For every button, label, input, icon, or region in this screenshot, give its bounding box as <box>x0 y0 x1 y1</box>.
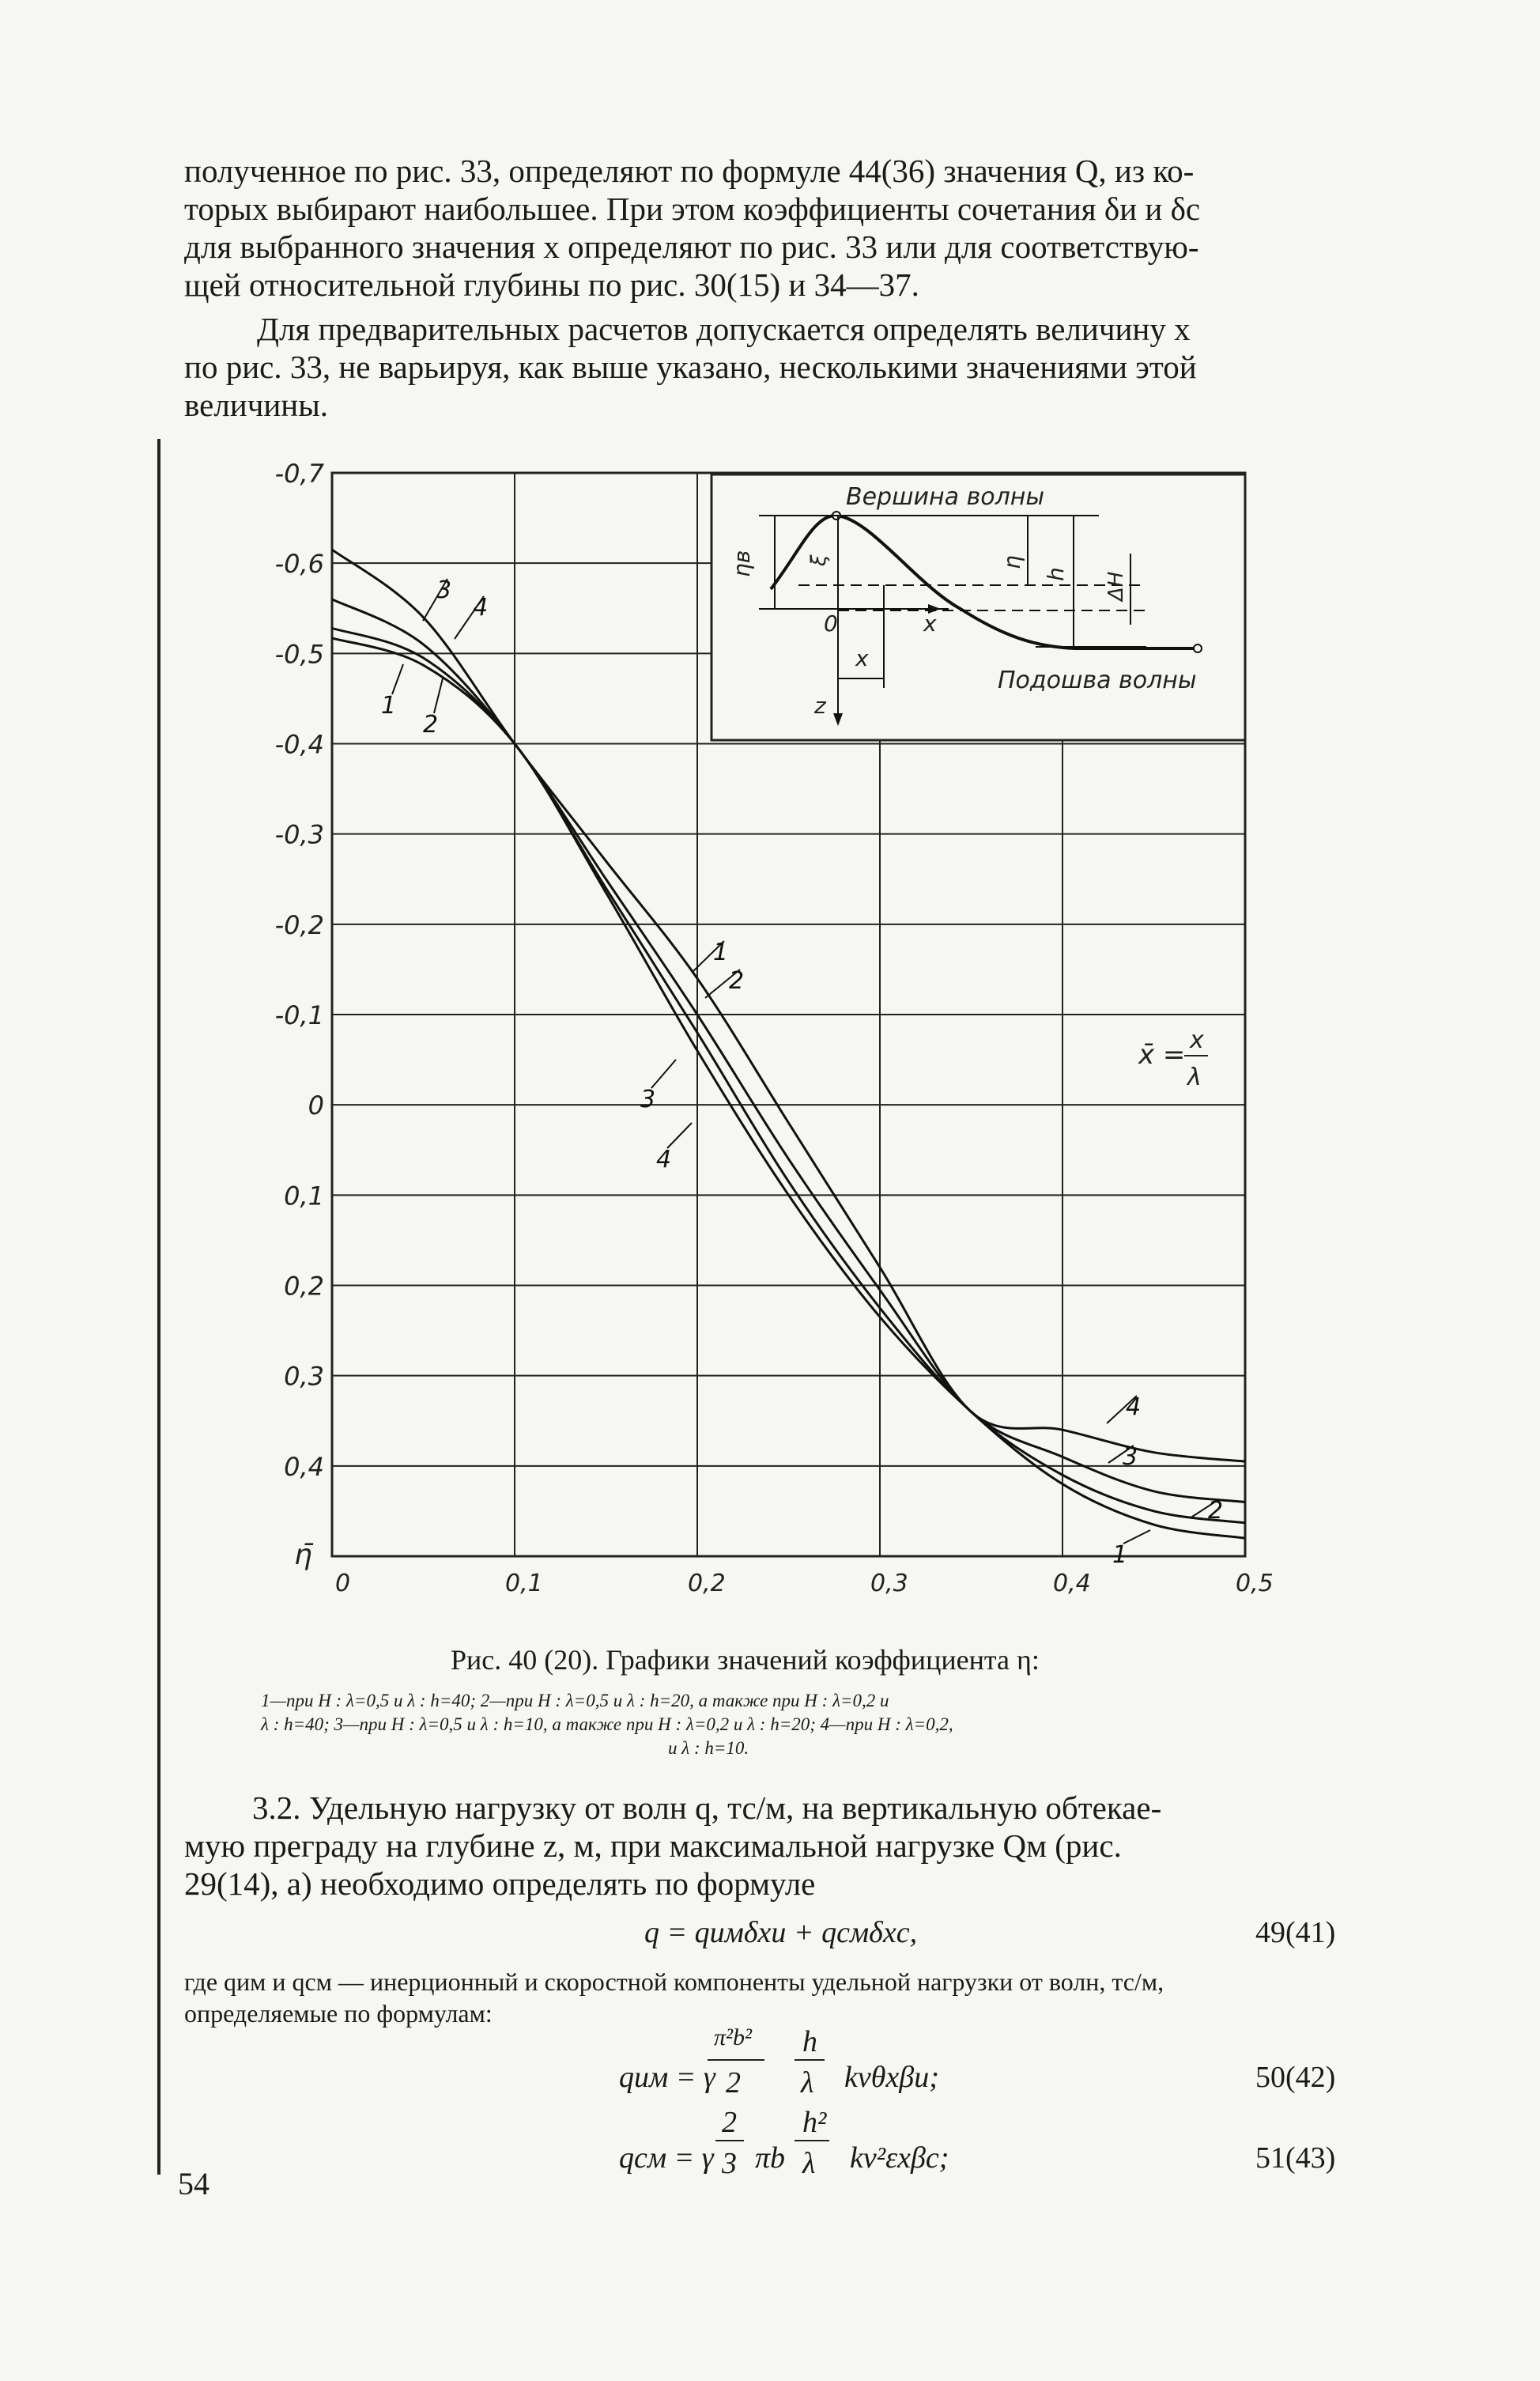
curve-leader <box>1123 1530 1150 1544</box>
y-tick-label: -0,2 <box>274 909 324 940</box>
inset-trough-label: Подошва волны <box>998 667 1197 694</box>
where-line: где qим и qсм — инерционный и скоростной компоненты удельной нагрузки от волн, тс/м, <box>184 1967 1164 1996</box>
x-tick-label: 0 <box>335 1570 351 1597</box>
curve-leader <box>392 664 403 694</box>
eq51-frac2-bar <box>795 2140 829 2141</box>
eq50-frac2-bar <box>795 2059 825 2061</box>
eq50-tail: kvθxβи; <box>844 2061 939 2094</box>
curve-number-label: 1 <box>713 939 729 966</box>
page-number: 54 <box>178 2166 209 2201</box>
inset-x-axis-label: x <box>923 610 937 637</box>
curve-number-label: 1 <box>1112 1541 1128 1569</box>
x-tick-label: 0,5 <box>1236 1570 1274 1597</box>
curve-number-label: 3 <box>436 576 452 604</box>
intro-line: щей относительной глубины по рис. 30(15) и 34—37. <box>184 266 919 303</box>
figure-caption: Рис. 40 (20). Графики значений коэффициента η: <box>451 1644 1040 1676</box>
series-line-1 <box>332 638 1245 1538</box>
curve-leader <box>667 1123 692 1148</box>
inset-small-eta-label: ξ <box>807 554 831 566</box>
section-paragraph <box>184 1789 1346 1903</box>
curve-number-label: 4 <box>656 1146 672 1173</box>
x-bar-annotation <box>1138 1026 1208 1091</box>
figure-legend-line: и λ : h=10. <box>668 1738 749 1758</box>
x-tick-label: 0,1 <box>505 1570 543 1597</box>
y-tick-label: -0,6 <box>274 549 324 580</box>
y-axis-label: η̄ <box>294 1539 312 1571</box>
figure-legend-line: 1—при H : λ=0,5 и λ : h=40; 2—при H : λ=0,5 и λ : h=20, а также при H : λ=0,2 и <box>261 1691 889 1710</box>
section-line: 29(14), а) необходимо определять по формуле <box>184 1865 816 1902</box>
section-line: мую преграду на глубине z, м, при максимальной нагрузке Qм (рис. <box>184 1827 1122 1864</box>
curve-leader <box>434 678 443 713</box>
eq50-frac1-bar <box>708 2059 764 2061</box>
intro-line: полученное по рис. 33, определяют по формуле 44(36) значения Q, из ко- <box>184 153 1195 189</box>
curve-number-label: 2 <box>1208 1497 1224 1525</box>
series-line-2 <box>332 628 1245 1522</box>
inset-eta-label: η <box>999 555 1025 569</box>
preliminary-line: Для предварительных расчетов допускается определять величину x <box>257 311 1191 347</box>
eq50-frac1-den: 2 <box>726 2066 741 2099</box>
eq50-frac2-num: h <box>802 2025 817 2058</box>
preliminary-line: величины. <box>184 387 329 423</box>
curve-number-label: 3 <box>640 1086 656 1113</box>
annotation-den: λ <box>1187 1064 1202 1091</box>
inset-x-dim-label: x <box>855 645 869 671</box>
curve-number-label: 4 <box>1126 1393 1142 1421</box>
eq51-mid: πb <box>755 2141 786 2175</box>
eq50-lhs: qим = γ <box>619 2061 715 2094</box>
curve-number-label: 2 <box>423 711 439 739</box>
eq51-frac1-den: 3 <box>722 2147 737 2180</box>
section-line: 3.2. Удельную нагрузку от волн q, тс/м, на вертикальную обтекае- <box>252 1790 1162 1826</box>
equation-51-number: 51(43) <box>1255 2141 1336 2175</box>
eq51-frac2-den: λ <box>802 2147 816 2180</box>
y-tick-label: -0,5 <box>274 639 324 670</box>
inset-origin-label: 0 <box>824 610 838 637</box>
y-tick-label: 0,4 <box>284 1451 324 1482</box>
figure-legend-line: λ : h=40; 3—при H : λ=0,5 и λ : h=10, а также при H : λ=0,2 и λ : h=20; 4—при H : λ=0,2, <box>261 1714 953 1734</box>
x-tick-label: 0,3 <box>870 1570 908 1597</box>
equation-51 <box>619 2105 1062 2200</box>
y-tick-label: -0,7 <box>274 459 324 489</box>
wave-inset <box>711 474 1245 740</box>
where-line: определяемые по формулам: <box>184 1999 493 2028</box>
y-tick-label: 0 <box>308 1090 324 1121</box>
annotation-lhs: x̄ = <box>1138 1039 1186 1071</box>
intro-line: для выбранного значения x определяют по рис. 33 или для соответствую- <box>184 229 1199 265</box>
intro-line: торых выбирают наибольшее. При этом коэффициенты сочетания δи и δc <box>184 191 1201 227</box>
eq51-tail: kv²εxβc; <box>850 2141 949 2175</box>
x-tick-label: 0,2 <box>688 1570 726 1597</box>
y-tick-label: 0,1 <box>284 1181 324 1211</box>
y-tick-label: -0,1 <box>274 1000 324 1030</box>
inset-dH-label: ΔH <box>1104 571 1128 601</box>
curve-number-label: 2 <box>729 967 745 995</box>
annotation-num: x <box>1190 1026 1204 1054</box>
equation-49: q = qимδxи + qсмδxc, <box>644 1916 918 1949</box>
eq51-lhs: qсм = γ <box>619 2141 714 2175</box>
curve-number-label: 3 <box>1123 1443 1138 1471</box>
y-tick-label: 0,3 <box>284 1361 324 1392</box>
curve-number-label: 1 <box>381 692 397 720</box>
inset-eta-b-label: ηв <box>729 550 755 577</box>
eq51-frac1-num: 2 <box>722 2106 737 2139</box>
inset-z-axis-label: z <box>814 693 826 719</box>
eq51-frac2-num: h² <box>802 2106 827 2139</box>
x-tick-label: 0,4 <box>1053 1570 1091 1597</box>
eq50-frac2-den: λ <box>801 2066 814 2099</box>
equation-49-number: 49(41) <box>1255 1916 1336 1949</box>
y-tick-label: 0,2 <box>284 1271 324 1302</box>
eq50-frac1-num: π²b² <box>714 2024 753 2050</box>
y-tick-label: -0,3 <box>274 819 324 850</box>
curve-leader <box>651 1060 676 1088</box>
inset-frame <box>711 474 1245 740</box>
curve-number-label: 4 <box>473 594 489 622</box>
preliminary-line: по рис. 33, не варьируя, как выше указано, несколькими значениями этой <box>184 349 1197 385</box>
inset-trough-point <box>1194 644 1202 652</box>
eq51-frac1-bar <box>715 2140 744 2141</box>
equation-50-number: 50(42) <box>1255 2061 1336 2094</box>
y-tick-label: -0,4 <box>274 729 324 760</box>
inset-h-label: h <box>1043 567 1069 581</box>
inset-crest-label: Вершина волны <box>846 483 1045 511</box>
